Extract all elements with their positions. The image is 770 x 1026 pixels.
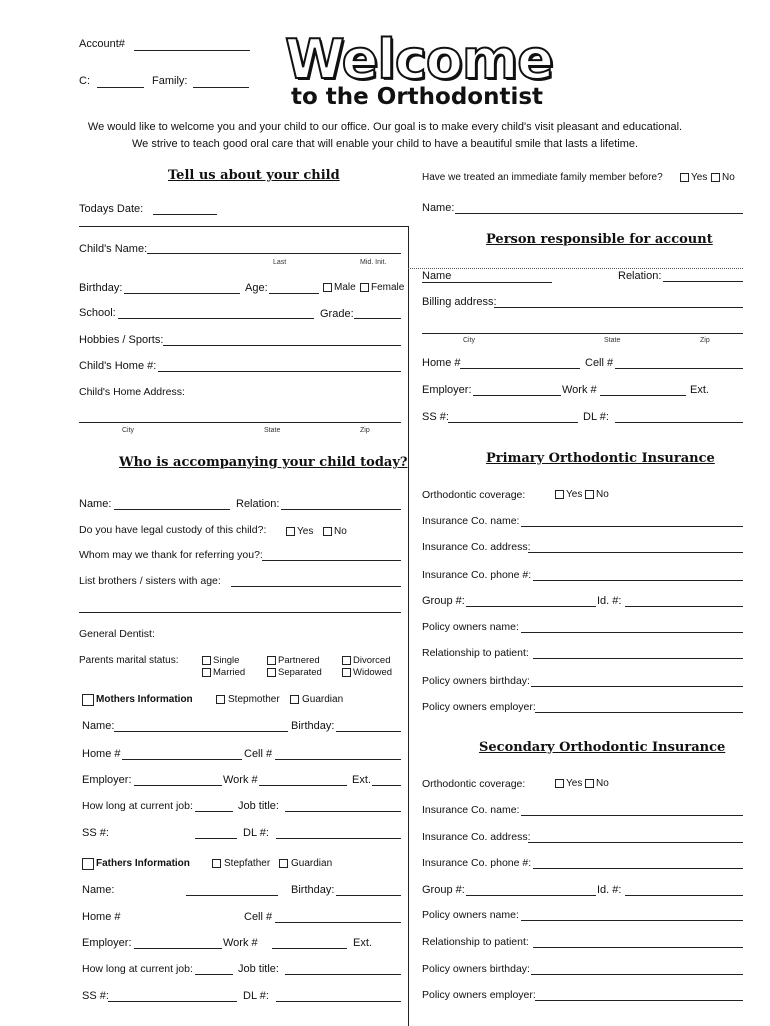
child-section-heading: Tell us about your child xyxy=(168,168,340,183)
custody-yes-checkbox[interactable] xyxy=(286,527,295,536)
resp-dl-field[interactable] xyxy=(615,422,743,423)
custody-no-checkbox[interactable] xyxy=(323,527,332,536)
treated-yes-label: Yes xyxy=(691,172,708,183)
family-field[interactable] xyxy=(193,87,249,88)
primary-group-field[interactable] xyxy=(466,606,596,607)
mother-home-field[interactable] xyxy=(122,759,242,760)
stepmother-checkbox[interactable] xyxy=(216,695,225,704)
secondary-policy-birthday-label: Policy owners birthday: xyxy=(422,963,530,975)
primary-policy-employer-field[interactable] xyxy=(535,712,743,713)
mother-work-field[interactable] xyxy=(259,785,347,786)
primary-coverage-yes-label: Yes xyxy=(566,489,583,500)
resp-ss-field[interactable] xyxy=(448,422,578,423)
widowed-label: Widowed xyxy=(353,667,393,678)
primary-policy-employer-label: Policy owners employer: xyxy=(422,701,536,713)
todays-date-field[interactable] xyxy=(153,214,217,215)
primary-ins-phone-label: Insurance Co. phone #: xyxy=(422,569,532,581)
married-checkbox[interactable] xyxy=(202,668,211,677)
primary-group-label: Group #: xyxy=(422,595,465,607)
family-label: Family: xyxy=(152,75,188,87)
resp-work-label: Work # xyxy=(562,384,597,396)
mother-howlong-label: How long at current job: xyxy=(82,800,193,812)
secondary-policy-employer-field[interactable] xyxy=(535,1000,743,1001)
mother-ext-label: Ext. xyxy=(352,774,371,786)
marital-label: Parents marital status: xyxy=(79,655,179,666)
partnered-checkbox[interactable] xyxy=(267,656,276,665)
primary-relationship-field[interactable] xyxy=(533,658,743,659)
resp-work-field[interactable] xyxy=(600,395,686,396)
mother-dl-field[interactable] xyxy=(276,838,401,839)
father-ext-label: Ext. xyxy=(353,937,372,949)
age-label: Age: xyxy=(245,282,268,294)
primary-coverage-yes-checkbox[interactable] xyxy=(555,490,564,499)
accompany-relation-field[interactable] xyxy=(281,509,401,510)
childs-name-label: Child's Name: xyxy=(79,243,148,255)
dotted-separator xyxy=(408,268,743,269)
resp-city-caption: City xyxy=(463,337,476,344)
responsible-relation-field[interactable] xyxy=(663,281,743,282)
primary-coverage-label: Orthodontic coverage: xyxy=(422,489,526,501)
secondary-group-label: Group #: xyxy=(422,884,465,896)
mother-ss-field[interactable] xyxy=(195,838,237,839)
siblings-label: List brothers / sisters with age: xyxy=(79,575,221,587)
referring-field[interactable] xyxy=(262,560,401,561)
mother-howlong-field[interactable] xyxy=(195,811,233,812)
father-cell-field[interactable] xyxy=(275,922,401,923)
column-divider xyxy=(408,226,409,1026)
mid-init-caption: Mid. Init. xyxy=(360,259,387,266)
father-job-label: Job title: xyxy=(238,963,279,975)
primary-ins-phone-field[interactable] xyxy=(533,580,743,581)
father-birthday-field[interactable] xyxy=(336,895,401,896)
stepfather-checkbox[interactable] xyxy=(212,859,221,868)
secondary-ins-name-field[interactable] xyxy=(521,815,743,816)
primary-coverage-no-checkbox[interactable] xyxy=(585,490,594,499)
divorced-label: Divorced xyxy=(353,655,391,666)
father-home-label: Home # xyxy=(82,911,121,923)
female-label: Female xyxy=(371,282,405,293)
primary-ins-name-field[interactable] xyxy=(521,526,743,527)
secondary-policy-employer-label: Policy owners employer: xyxy=(422,989,536,1001)
mother-cell-field[interactable] xyxy=(275,759,401,760)
secondary-ins-phone-label: Insurance Co. phone #: xyxy=(422,857,532,869)
intro-line-2: We strive to teach good oral care that will enable your child to have a beautiful smile that lasts a lifetime. xyxy=(131,138,639,150)
fathers-info-heading: Fathers Information xyxy=(96,858,190,869)
primary-policy-birthday-field[interactable] xyxy=(531,686,743,687)
treated-no-label: No xyxy=(722,172,735,183)
father-birthday-label: Birthday: xyxy=(291,884,335,896)
treated-name-field[interactable] xyxy=(455,213,743,214)
single-checkbox[interactable] xyxy=(202,656,211,665)
mother-employer-label: Employer: xyxy=(82,774,132,786)
widowed-checkbox[interactable] xyxy=(342,668,351,677)
father-dl-field[interactable] xyxy=(276,1001,401,1002)
billing-label: Billing address: xyxy=(422,296,497,308)
secondary-policy-name-label: Policy owners name: xyxy=(422,909,519,921)
secondary-coverage-yes-checkbox[interactable] xyxy=(555,779,564,788)
single-label: Single xyxy=(213,655,240,666)
secondary-ins-address-label: Insurance Co. address: xyxy=(422,831,531,843)
stepmother-label: Stepmother xyxy=(228,694,280,705)
mother-job-label: Job title: xyxy=(238,800,279,812)
mother-guardian-checkbox[interactable] xyxy=(290,695,299,704)
secondary-ins-phone-field[interactable] xyxy=(533,868,743,869)
mother-ext-field[interactable] xyxy=(372,785,401,786)
birthday-field[interactable] xyxy=(124,293,240,294)
father-guardian-label: Guardian xyxy=(291,858,333,869)
birthday-label: Birthday: xyxy=(79,282,123,294)
mother-job-field[interactable] xyxy=(285,811,401,812)
c-label: C: xyxy=(79,75,90,87)
mother-dl-label: DL #: xyxy=(243,827,269,839)
resp-state-caption: State xyxy=(604,337,621,344)
grade-field[interactable] xyxy=(354,318,401,319)
primary-ins-address-label: Insurance Co. address: xyxy=(422,541,531,553)
treated-name-label: Name: xyxy=(422,202,455,214)
father-job-field[interactable] xyxy=(285,974,401,975)
custody-no-label: No xyxy=(334,526,347,537)
dentist-label: General Dentist: xyxy=(79,628,155,640)
resp-cell-label: Cell # xyxy=(585,357,614,369)
resp-employer-label: Employer: xyxy=(422,384,472,396)
child-home-label: Child's Home #: xyxy=(79,360,157,372)
mother-home-label: Home # xyxy=(82,748,121,760)
father-work-label: Work # xyxy=(223,937,258,949)
age-field[interactable] xyxy=(269,293,319,294)
city-caption: City xyxy=(122,427,135,434)
stepfather-label: Stepfather xyxy=(224,858,271,869)
secondary-relationship-field[interactable] xyxy=(533,947,743,948)
primary-id-label: Id. #: xyxy=(597,595,622,607)
primary-ins-address-field[interactable] xyxy=(528,552,743,553)
accompany-heading: Who is accompanying your child today? xyxy=(119,455,408,470)
c-field[interactable] xyxy=(97,87,144,88)
primary-coverage-no-label: No xyxy=(596,489,609,500)
female-checkbox[interactable] xyxy=(360,283,369,292)
page-subtitle: to the Orthodontist xyxy=(291,84,544,110)
billing-field[interactable] xyxy=(494,307,743,308)
treated-question: Have we treated an immediate family member before? xyxy=(422,172,663,183)
account-label: Account# xyxy=(79,38,125,50)
state-caption: State xyxy=(264,427,281,434)
accompany-name-label: Name: xyxy=(79,498,112,510)
secondary-policy-name-field[interactable] xyxy=(521,920,743,921)
grade-label: Grade: xyxy=(320,308,354,320)
resp-employer-field[interactable] xyxy=(473,395,561,396)
mother-work-label: Work # xyxy=(223,774,258,786)
secondary-id-label: Id. #: xyxy=(597,884,622,896)
secondary-id-field[interactable] xyxy=(625,895,743,896)
treated-yes-checkbox[interactable] xyxy=(680,173,689,182)
male-checkbox[interactable] xyxy=(323,283,332,292)
responsible-relation-label: Relation: xyxy=(618,270,662,282)
mother-cell-label: Cell # xyxy=(244,748,273,760)
secondary-coverage-label: Orthodontic coverage: xyxy=(422,778,526,790)
separator xyxy=(79,226,408,227)
accompany-relation-label: Relation: xyxy=(236,498,280,510)
primary-id-field[interactable] xyxy=(625,606,743,607)
male-label: Male xyxy=(334,282,356,293)
child-address-label: Child's Home Address: xyxy=(79,386,185,398)
primary-ins-name-label: Insurance Co. name: xyxy=(422,515,520,527)
father-employer-field[interactable] xyxy=(134,948,222,949)
separated-checkbox[interactable] xyxy=(267,668,276,677)
secondary-policy-birthday-field[interactable] xyxy=(531,974,743,975)
father-ss-field[interactable] xyxy=(108,1001,237,1002)
siblings-field-2[interactable] xyxy=(79,612,401,613)
father-cell-label: Cell # xyxy=(244,911,273,923)
zip-caption: Zip xyxy=(360,427,370,434)
father-dl-label: DL #: xyxy=(243,990,269,1002)
billing-field-2[interactable] xyxy=(422,333,743,334)
custody-label: Do you have legal custody of this child?: xyxy=(79,524,267,536)
mothers-info-heading: Mothers Information xyxy=(96,694,193,705)
father-howlong-field[interactable] xyxy=(195,974,233,975)
father-name-field[interactable] xyxy=(186,895,278,896)
resp-home-label: Home # xyxy=(422,357,461,369)
resp-dl-label: DL #: xyxy=(583,411,609,423)
referring-label: Whom may we thank for referring you?: xyxy=(79,549,263,561)
child-address-field[interactable] xyxy=(79,422,401,423)
page-title: Welcome xyxy=(285,28,553,91)
partnered-label: Partnered xyxy=(278,655,320,666)
siblings-field[interactable] xyxy=(231,586,401,587)
child-home-field[interactable] xyxy=(158,371,401,372)
responsible-name-field[interactable] xyxy=(422,282,552,283)
secondary-ins-address-field[interactable] xyxy=(528,842,743,843)
father-work-field[interactable] xyxy=(272,948,347,949)
fathers-info-checkbox[interactable] xyxy=(82,858,94,870)
account-field[interactable] xyxy=(134,50,250,51)
responsible-heading: Person responsible for account xyxy=(486,232,713,247)
secondary-coverage-no-checkbox[interactable] xyxy=(585,779,594,788)
treated-no-checkbox[interactable] xyxy=(711,173,720,182)
father-howlong-label: How long at current job: xyxy=(82,963,193,975)
intro-line-1: We would like to welcome you and your child to our office. Our goal is to make every child's visit pleasant and educational. xyxy=(87,121,683,133)
mother-birthday-label: Birthday: xyxy=(291,720,335,732)
secondary-coverage-no-label: No xyxy=(596,778,609,789)
responsible-name-label: Name xyxy=(422,270,452,282)
school-field[interactable] xyxy=(118,318,314,319)
custody-yes-label: Yes xyxy=(297,526,314,537)
primary-relationship-label: Relationship to patient: xyxy=(422,647,529,659)
secondary-coverage-yes-label: Yes xyxy=(566,778,583,789)
resp-cell-field[interactable] xyxy=(615,368,743,369)
childs-name-field[interactable] xyxy=(147,253,401,254)
resp-ss-label: SS #: xyxy=(422,411,449,423)
primary-insurance-heading: Primary Orthodontic Insurance xyxy=(486,451,715,466)
father-name-label: Name: xyxy=(82,884,115,896)
father-ss-label: SS #: xyxy=(82,990,109,1002)
mother-guardian-label: Guardian xyxy=(302,694,344,705)
last-caption: Last xyxy=(273,259,287,266)
resp-ext-label: Ext. xyxy=(690,384,709,396)
primary-policy-name-label: Policy owners name: xyxy=(422,621,519,633)
resp-zip-caption: Zip xyxy=(700,337,710,344)
mothers-info-checkbox[interactable] xyxy=(82,694,94,706)
secondary-insurance-heading: Secondary Orthodontic Insurance xyxy=(479,740,726,755)
todays-date-label: Todays Date: xyxy=(79,203,144,215)
separated-label: Separated xyxy=(278,667,322,678)
secondary-relationship-label: Relationship to patient: xyxy=(422,936,529,948)
secondary-group-field[interactable] xyxy=(466,895,596,896)
hobbies-field[interactable] xyxy=(163,345,401,346)
school-label: School: xyxy=(79,307,116,319)
accompany-name-field[interactable] xyxy=(114,509,230,510)
secondary-ins-name-label: Insurance Co. name: xyxy=(422,804,520,816)
mother-ss-label: SS #: xyxy=(82,827,109,839)
mother-birthday-field[interactable] xyxy=(336,731,401,732)
mother-name-field[interactable] xyxy=(114,731,288,732)
resp-home-field[interactable] xyxy=(460,368,580,369)
hobbies-label: Hobbies / Sports: xyxy=(79,334,164,346)
primary-policy-name-field[interactable] xyxy=(521,632,743,633)
divorced-checkbox[interactable] xyxy=(342,656,351,665)
married-label: Married xyxy=(213,667,246,678)
mother-employer-field[interactable] xyxy=(134,785,222,786)
primary-policy-birthday-label: Policy owners birthday: xyxy=(422,675,530,687)
father-guardian-checkbox[interactable] xyxy=(279,859,288,868)
father-employer-label: Employer: xyxy=(82,937,132,949)
mother-name-label: Name: xyxy=(82,720,115,732)
